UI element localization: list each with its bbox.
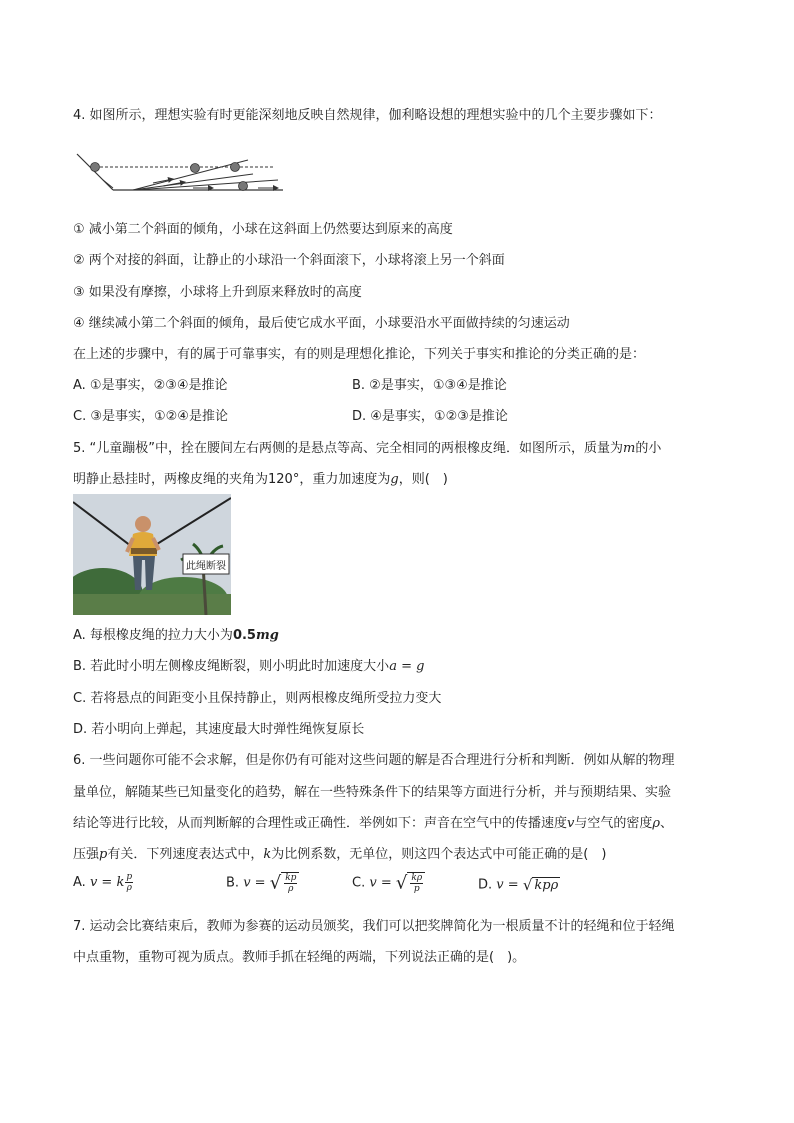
q6-line-1: 6. 一些问题你可能不会求解，但是你仍有可能对这些问题的解是否合理进行分析和判断．例如从解的物理: [73, 753, 675, 768]
q5-stem-line-2: [73, 468, 448, 487]
q6-option-d-lhs: v =: [496, 877, 519, 893]
q5-option-a-text: A. 每根橡皮绳的拉力大小为: [73, 628, 233, 643]
q4-option-b[interactable]: B. ②是事实，①③④是推论: [352, 378, 507, 393]
q4-step-2: ② 两个对接的斜面，让静止的小球沿一个斜面滚下，小球将滚上另一个斜面: [73, 253, 505, 268]
var-g: g: [390, 472, 399, 487]
q6-line-3-text-c: 、: [660, 816, 674, 831]
q4-step-1: ① 减小第二个斜面的倾角，小球在这斜面上仍然要达到原来的高度: [73, 222, 453, 237]
q6-option-a-lhs: v = k: [89, 875, 125, 890]
incline-experiment-figure: [73, 148, 289, 196]
var-k: k: [263, 847, 272, 862]
rope-break-label: 此绳断裂: [186, 561, 226, 572]
q4-question: 在上述的步骤中，有的属于可靠事实，有的则是理想化推论，下列关于事实和推论的分类正确的是：: [73, 347, 646, 362]
q6-option-b[interactable]: [226, 872, 299, 894]
q5-option-b-eq: a = g: [389, 659, 425, 674]
q6-option-c-lhs: v =: [369, 875, 392, 891]
q6-option-b-sqrt: √ $\frac{kp}{\rho}$: [270, 872, 300, 894]
q4-step-3: ③ 如果没有摩擦，小球将上升到原来释放时的高度: [73, 285, 362, 300]
q5-option-b-text: B. 若此时小明左侧橡皮绳断裂，则小明此时加速度大小: [73, 659, 390, 674]
q5-stem-text-2a: 明静止悬挂时，两橡皮绳的夹角为: [73, 472, 269, 487]
q5-stem-text: 5. “儿童蹦极”中，拴在腰间左右两侧的是悬点等高、完全相同的两根橡皮绳．如图所示，质量为: [73, 441, 624, 456]
q6-option-a-label: A.: [73, 875, 86, 890]
q6-option-d-label: D.: [478, 877, 493, 893]
q6-line-4: [73, 843, 606, 862]
q5-option-d[interactable]: D. 若小明向上弹起，其速度最大时弹性绳恢复原长: [73, 722, 365, 737]
q6-line-4-text-c: 为比例系数，无单位，则这四个表达式中可能正确的是( ): [271, 847, 607, 862]
q5-option-c[interactable]: C. 若将悬点的间距变小且保持静止，则两根橡皮绳所受拉力变大: [73, 691, 442, 706]
q6-line-3-text: 结论等进行比较，从而判断解的合理性或正确性．举例如下：声音在空气中的传播速度: [73, 816, 568, 831]
q5-option-a-var: mg: [255, 628, 279, 643]
q5-option-a-value: 0.5: [232, 628, 256, 643]
q5-option-a[interactable]: [73, 624, 279, 643]
q5-stem-line-1: [73, 437, 661, 456]
q6-line-2: 量单位，解随某些已知量变化的趋势，解在一些特殊条件下的结果等方面进行分析，并与预期结果、实验: [73, 785, 672, 800]
q6-line-4-text: 压强: [73, 847, 100, 862]
var-v: v: [567, 816, 575, 831]
q4-option-d[interactable]: D. ④是事实，①②③是推论: [352, 409, 508, 424]
q7-line-2: 中点重物，重物可视为质点。教师手抓在轻绳的两端，下列说法正确的是( )。: [73, 950, 526, 965]
angle-120: 120°: [268, 472, 300, 487]
q5-stem-text-2b: ，重力加速度为: [299, 472, 391, 487]
q4-step-4: ④ 继续减小第二个斜面的倾角，最后使它成水平面，小球要沿水平面做持续的匀速运动: [73, 316, 570, 331]
q6-line-4-text-b: 有关．下列速度表达式中，: [107, 847, 264, 862]
var-m: m: [623, 441, 636, 456]
q4-option-a[interactable]: A. ①是事实，②③④是推论: [73, 378, 228, 393]
q6-line-3-text-b: 与空气的密度: [574, 816, 653, 831]
q6-option-a[interactable]: [73, 872, 133, 893]
q6-option-b-label: B.: [226, 875, 240, 891]
var-p: p: [99, 847, 108, 862]
q6-option-a-fraction: $\frac{p}{\rho}$: [126, 872, 133, 893]
q6-option-d[interactable]: [478, 876, 560, 894]
q6-option-b-lhs: v =: [243, 875, 266, 891]
q5-stem-text-end: 的小: [635, 441, 662, 456]
q6-option-c[interactable]: [352, 872, 425, 894]
q6-option-c-sqrt: √ $\frac{k\rho}{p}$: [396, 872, 425, 894]
bungee-child-photo: [73, 494, 231, 615]
q6-option-d-sqrt: √ kpρ: [522, 876, 559, 894]
q4-option-c[interactable]: C. ③是事实，①②④是推论: [73, 409, 228, 424]
q4-stem: 4. 如图所示，理想实验有时更能深刻地反映自然规律，伽利略设想的理想实验中的几个主要步骤如下：: [73, 108, 662, 123]
var-rho: ρ: [652, 816, 661, 831]
q6-option-c-label: C.: [352, 875, 366, 891]
q7-line-1: 7. 运动会比赛结束后，教师为参赛的运动员颁奖，我们可以把奖牌简化为一根质量不计的轻绳和位于轻绳: [73, 919, 675, 934]
q6-line-3: [73, 812, 673, 831]
q5-stem-text-2c: ，则( ): [398, 472, 448, 487]
q5-option-b[interactable]: [73, 655, 424, 674]
